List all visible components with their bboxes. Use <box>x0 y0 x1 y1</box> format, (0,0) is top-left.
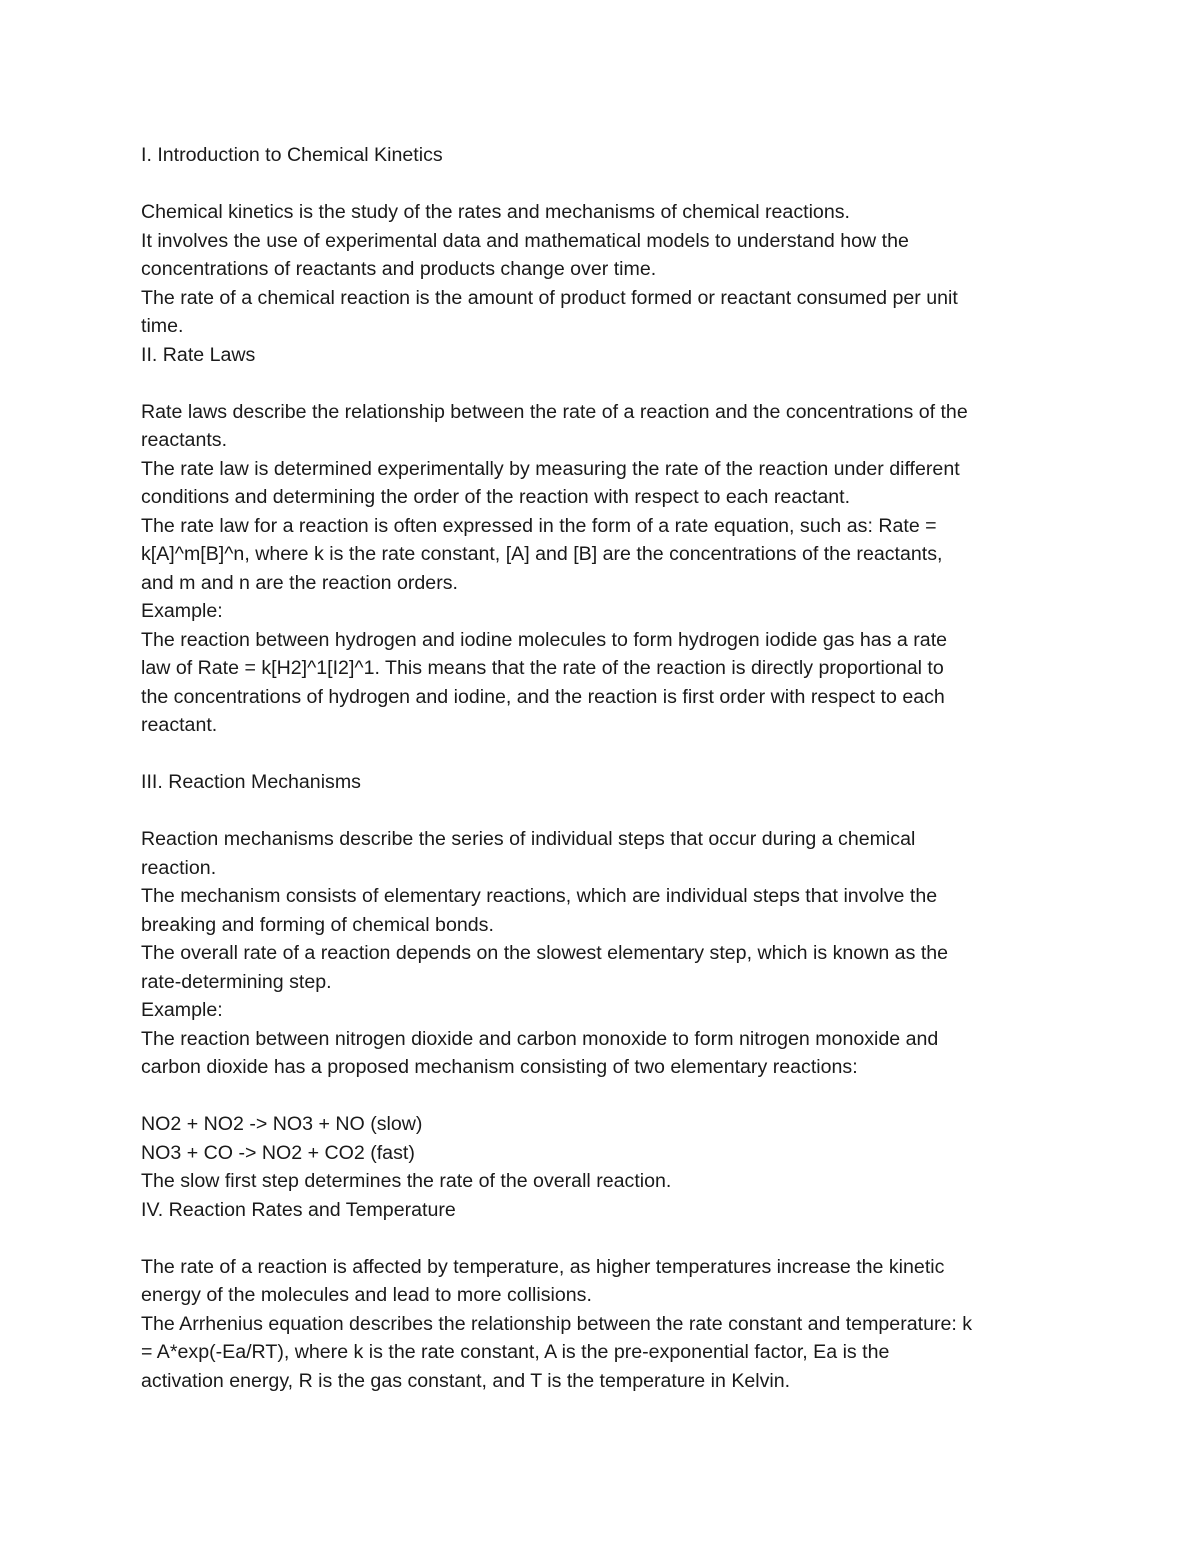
text-line: The overall rate of a reaction depends on the slowest elementary step, which is known as the <box>141 942 949 964</box>
blank-line <box>141 369 1061 398</box>
text-line: Example: <box>141 600 223 622</box>
text-line: time. <box>141 315 184 337</box>
text-line: The rate of a chemical reaction is the amount of product formed or reactant consumed per unit <box>141 286 958 309</box>
blank-line <box>141 797 1061 826</box>
text-line: The reaction between hydrogen and iodine molecules to form hydrogen iodide gas has a rate <box>141 628 948 651</box>
text-line: The Arrhenius equation describes the relationship between the rate constant and temperature: k <box>141 1312 973 1335</box>
text-line: III. Reaction Mechanisms <box>141 771 361 793</box>
text-line: NO2 + NO2 -> NO3 + NO (slow) <box>141 1113 423 1135</box>
blank-line <box>141 1224 1061 1253</box>
text-line: and m and n are the reaction orders. <box>141 571 458 594</box>
blank-line <box>141 740 1061 769</box>
text-line: reactant. <box>141 714 218 736</box>
text-line: reactants. <box>141 429 228 451</box>
blank-line <box>141 170 1061 199</box>
text-line: Example: <box>141 999 223 1021</box>
text-line: The mechanism consists of elementary reactions, which are individual steps that involve the <box>141 885 938 907</box>
text-line: activation energy, R is the gas constant, and T is the temperature in Kelvin. <box>141 1369 791 1392</box>
text-line: Rate laws describe the relationship between the rate of a reaction and the concentrations of the <box>141 400 968 423</box>
text-line: conditions and determining the order of the reaction with respect to each reactant. <box>141 486 851 508</box>
text-line: carbon dioxide has a proposed mechanism consisting of two elementary reactions: <box>141 1056 858 1078</box>
text-line: energy of the molecules and lead to more collisions. <box>141 1284 592 1306</box>
text-line: Reaction mechanisms describe the series of individual steps that occur during a chemical <box>141 828 916 850</box>
blank-line <box>141 1082 1061 1111</box>
text-line: rate-determining step. <box>141 970 332 993</box>
text-line: The reaction between nitrogen dioxide and carbon monoxide to form nitrogen monoxide and <box>141 1027 939 1050</box>
text-line: II. Rate Laws <box>141 343 256 366</box>
text-line: The rate of a reaction is affected by temperature, as higher temperatures increase the kinetic <box>141 1255 945 1278</box>
text-line: law of Rate = k[H2]^1[I2]^1. This means that the rate of the reaction is directly proportional to <box>141 657 944 679</box>
text-line: = A*exp(-Ea/RT), where k is the rate constant, A is the pre-exponential factor, Ea is the <box>141 1341 890 1363</box>
text-line: The rate law for a reaction is often expressed in the form of a rate equation, such as: Rate = <box>141 514 937 537</box>
text-line: The slow first step determines the rate of the overall reaction. <box>141 1170 672 1192</box>
document-body <box>141 141 1061 1395</box>
text-line: breaking and forming of chemical bonds. <box>141 913 494 936</box>
text-line: The rate law is determined experimentally by measuring the rate of the reaction under different <box>141 457 960 480</box>
text-line: the concentrations of hydrogen and iodine, and the reaction is first order with respect to each <box>141 685 945 708</box>
text-line: reaction. <box>141 856 217 879</box>
text-line: It involves the use of experimental data and mathematical models to understand how the <box>141 229 909 252</box>
text-line: I. Introduction to Chemical Kinetics <box>141 144 443 166</box>
text-line: k[A]^m[B]^n, where k is the rate constant, [A] and [B] are the concentrations of the reactants, <box>141 543 943 565</box>
text-line: NO3 + CO -> NO2 + CO2 (fast) <box>141 1141 415 1164</box>
text-line: Chemical kinetics is the study of the rates and mechanisms of chemical reactions. <box>141 201 850 223</box>
text-line: concentrations of reactants and products change over time. <box>141 258 657 280</box>
text-line: IV. Reaction Rates and Temperature <box>141 1198 456 1221</box>
